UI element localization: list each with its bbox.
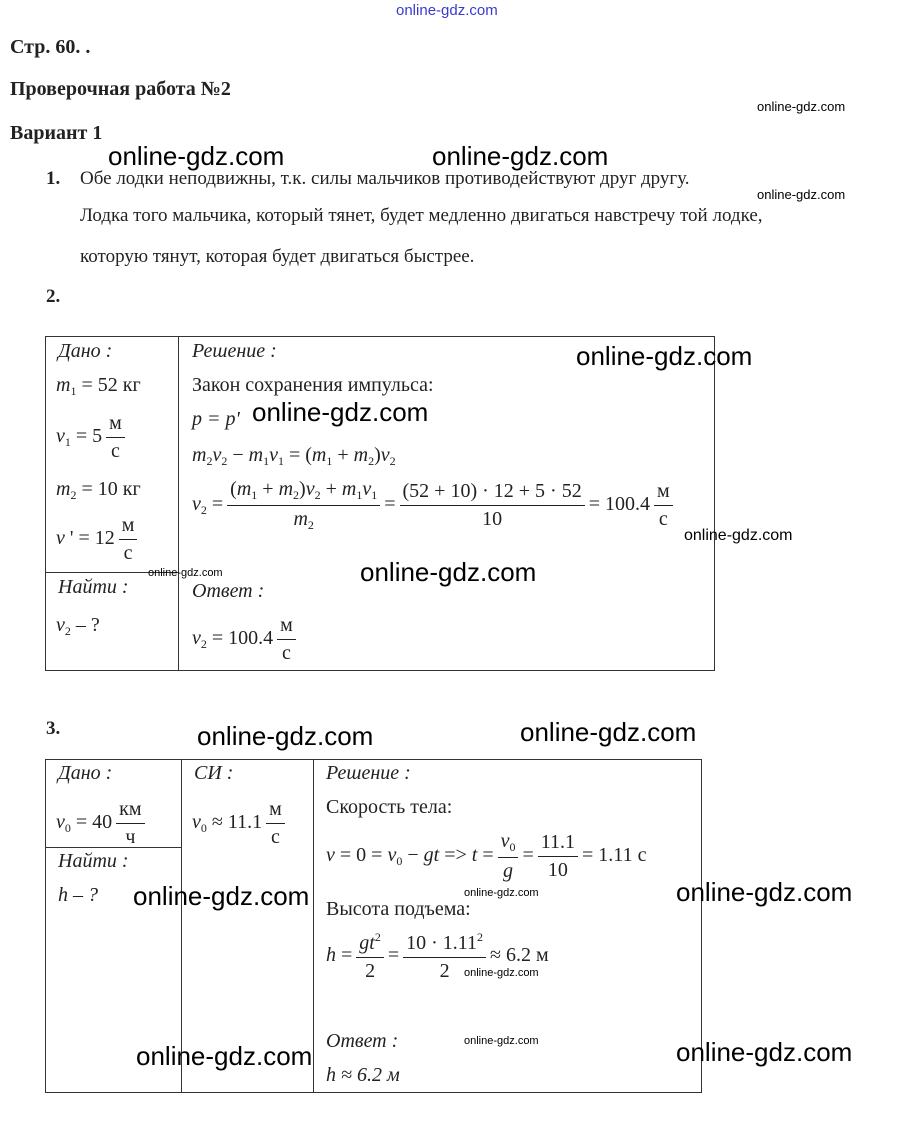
task3-answer-label: Ответ : — [326, 1030, 399, 1052]
task3-eq-height: h = $\frac{gt^2}{2}$ = $\frac{10 \cdot 1.11^2}{2}$ ≈ 6.2 м — [326, 930, 549, 982]
watermark: online-gdz.com — [684, 527, 793, 544]
watermark: online-gdz.com — [464, 967, 539, 979]
task2-eq-expanded: $m_2v_2 - m_1v_1 = (m_1 + m_2)v_2$ — [192, 444, 396, 468]
watermark: online-gdz.com — [148, 567, 223, 579]
task3-eq-time: $v = 0 = v_0$ − gt => t = $\frac{v_0}{g}$ = $\frac{11.1}{10}$ = 1.11 с — [326, 830, 647, 882]
watermark: online-gdz.com — [520, 717, 697, 747]
work-title: Проверочная работа №2 — [10, 78, 231, 100]
task3-number: 3. — [46, 718, 61, 739]
page-reference: Стр. 60. . — [10, 36, 91, 58]
task2-answer-label: Ответ : — [192, 580, 265, 602]
watermark: online-gdz.com — [576, 341, 753, 371]
watermark: online-gdz.com — [360, 557, 537, 587]
task2-find-label: Найти : — [58, 576, 129, 598]
task3-find-h: h – ? — [58, 884, 98, 906]
task1-line-3: которую тянут, которая будет двигаться быстрее. — [80, 246, 475, 267]
site-watermark-top: online-gdz.com — [396, 2, 498, 19]
task2-number: 2. — [46, 286, 61, 307]
task2-given-v1: $v_1 = 5$ $\frac{м}{с}$ — [56, 412, 129, 463]
task2-answer: $v_2 = 100.4$ $\frac{м}{с}$ — [192, 614, 300, 665]
task2-eq-momentum: p = p' — [192, 408, 240, 430]
task1-line-1: Обе лодки неподвижны, т.к. силы мальчиков противодействуют друг другу. — [80, 168, 690, 189]
task2-given-m2: $m_2 = 10$ кг — [56, 478, 141, 502]
watermark: online-gdz.com — [197, 721, 374, 751]
task2-find-v2: $v_2$ – ? — [56, 614, 100, 638]
task2-eq-result: $v_2$ = $\frac{(m_1 + m_2)v_2 + m_1v_1}{m_2}$ = $\frac{(52 + 10) \cdot 12 + 5 \cdot 52}{10}$ = 100.4 $\frac{м}{с}$ — [192, 478, 677, 533]
task3-find-label: Найти : — [58, 850, 129, 872]
watermark: online-gdz.com — [464, 887, 539, 899]
task2-given-v-prime: v ' = 12 $\frac{м}{с}$ — [56, 514, 141, 565]
watermark: online-gdz.com — [252, 397, 429, 427]
task3-si-v0: $v_0 \approx 11.1$ $\frac{м}{с}$ — [192, 798, 289, 849]
watermark: online-gdz.com — [757, 99, 846, 114]
watermark: online-gdz.com — [676, 877, 853, 907]
task3-given-label: Дано : — [58, 762, 113, 784]
watermark: online-gdz.com — [432, 141, 609, 171]
watermark: online-gdz.com — [757, 187, 846, 202]
task3-height-label: Высота подъема: — [326, 898, 471, 920]
watermark: online-gdz.com — [676, 1037, 853, 1067]
task1-line-2: Лодка того мальчика, который тянет, будет медленно двигаться навстречу той лодке, — [80, 205, 763, 226]
task2-solution-label: Решение : — [192, 340, 277, 362]
task1-number: 1. — [46, 168, 61, 189]
task3-solution-label: Решение : — [326, 762, 411, 784]
task2-given-m1: $m_1 = 52$ кг — [56, 374, 141, 398]
task2-law: Закон сохранения импульса: — [192, 374, 434, 396]
task2-given-label: Дано : — [58, 340, 113, 362]
task3-given-v0: $v_0 = 40$ $\frac{км}{ч}$ — [56, 798, 149, 849]
watermark: online-gdz.com — [133, 881, 310, 911]
task3-si-label: СИ : — [194, 762, 234, 784]
watermark: online-gdz.com — [464, 1035, 539, 1047]
task3-answer: h ≈ 6.2 м — [326, 1064, 400, 1086]
watermark: online-gdz.com — [136, 1041, 313, 1071]
variant-title: Вариант 1 — [10, 122, 103, 144]
task2-divider — [178, 336, 179, 671]
watermark: online-gdz.com — [108, 141, 285, 171]
task3-speed-label: Скорость тела: — [326, 796, 453, 818]
task3-divider-2 — [313, 759, 314, 1093]
